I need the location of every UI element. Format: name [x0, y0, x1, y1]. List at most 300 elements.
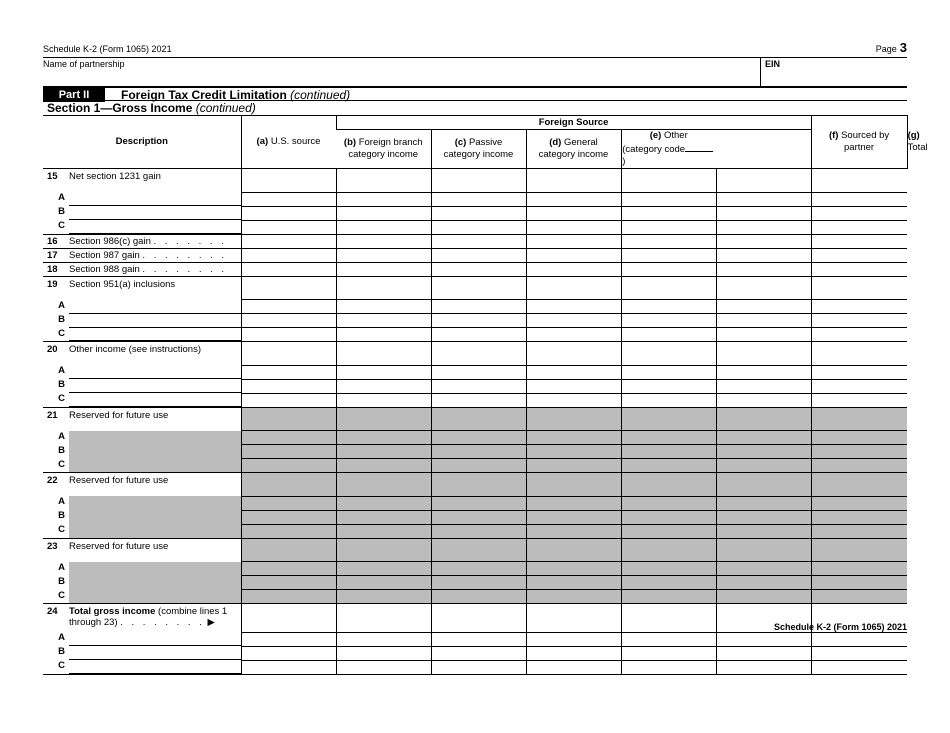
line-24-b-col-g[interactable] [811, 646, 907, 660]
line-24-b-col-f[interactable] [716, 646, 811, 660]
line-21-a-col-d [526, 431, 621, 445]
line-23-b-label [43, 576, 241, 590]
line-24-col-c[interactable] [431, 604, 526, 633]
line-23-b-col-b [336, 576, 431, 590]
line-15-col-d[interactable] [526, 169, 621, 193]
line-15-a-col-f[interactable] [716, 192, 811, 206]
line-21-c-col-b [336, 459, 431, 473]
line-21-c-col-g [811, 459, 907, 473]
line-text: Net section 1231 gain [69, 171, 161, 182]
line-21-a-col-e [621, 431, 716, 445]
line-20-a-col-e[interactable] [621, 365, 716, 379]
line-22-col-c [431, 473, 526, 497]
line-24-b-col-d[interactable] [526, 646, 621, 660]
line-23-col-d [526, 538, 621, 562]
line-16 [43, 234, 907, 248]
line-23-a-col-f [716, 562, 811, 576]
line-19-b-col-f[interactable] [716, 314, 811, 328]
line-20-c-col-f[interactable] [716, 393, 811, 407]
line-19-b-label [43, 314, 241, 328]
sub-letter: B [58, 510, 65, 521]
line-22-a-col-b [336, 496, 431, 510]
line-number: 24 [47, 606, 58, 617]
line-19-b-col-b[interactable] [336, 314, 431, 328]
form-reference: Schedule K-2 (Form 1065) 2021 [43, 44, 172, 54]
line-18-col-a[interactable] [241, 262, 336, 276]
line-15-c-col-c[interactable] [431, 220, 526, 234]
line-20-c-col-b[interactable] [336, 393, 431, 407]
line-19-a-col-f[interactable] [716, 300, 811, 314]
section-title [47, 101, 256, 115]
section-header [43, 100, 907, 115]
line-19-col-f[interactable] [716, 276, 811, 300]
line-17 [43, 248, 907, 262]
line-20-b-col-c[interactable] [431, 379, 526, 393]
line-21-a-col-f [716, 431, 811, 445]
line-15-col-g[interactable] [811, 169, 907, 193]
line-text-bold: Total gross income [69, 606, 156, 617]
col-description-header: Description [43, 116, 241, 169]
line-21-col-b [336, 407, 431, 431]
line-text: Section 987 gain [69, 249, 140, 261]
line-23-c-col-e [621, 590, 716, 604]
line-15-c-col-b[interactable] [336, 220, 431, 234]
line-21-a-col-c [431, 431, 526, 445]
line-23-a-label [43, 562, 241, 576]
line-21-c-col-f [716, 459, 811, 473]
line-20-a-col-b[interactable] [336, 365, 431, 379]
line-22-a [43, 496, 907, 510]
col-f-header: (f) Sourced by partner [811, 116, 907, 169]
line-21-label [43, 407, 241, 431]
line-16-col-a[interactable] [241, 234, 336, 248]
line-21 [43, 407, 907, 431]
line-15-b-col-g[interactable] [811, 206, 907, 220]
line-19-col-e[interactable] [621, 276, 716, 300]
line-22-c [43, 524, 907, 538]
line-22-a-label [43, 496, 241, 510]
sub-letter: A [58, 561, 65, 573]
line-24-b-col-e[interactable] [621, 646, 716, 660]
line-text-2: through 23) [69, 617, 118, 628]
line-20-b-col-f[interactable] [716, 379, 811, 393]
line-15-b-col-b[interactable] [336, 206, 431, 220]
line-15-a-col-b[interactable] [336, 192, 431, 206]
sub-letter: C [58, 220, 65, 231]
line-15-col-c[interactable] [431, 169, 526, 193]
line-19-b-col-e[interactable] [621, 314, 716, 328]
sub-letter: B [58, 379, 65, 390]
line-19-col-b[interactable] [336, 276, 431, 300]
line-number: 17 [47, 249, 58, 261]
line-19-c-label [43, 328, 241, 342]
line-19-a-label [43, 300, 241, 314]
line-24-a-col-a[interactable] [241, 632, 336, 646]
line-24-col-e[interactable] [621, 604, 716, 633]
line-15-b-label [43, 206, 241, 220]
sub-letter: B [58, 206, 65, 217]
line-22-b-description-field [69, 510, 241, 524]
line-21-b-col-a [241, 445, 336, 459]
page-label: Page [875, 44, 897, 54]
line-22-col-f [716, 473, 811, 497]
line-21-c [43, 459, 907, 473]
line-19-col-g[interactable] [811, 276, 907, 300]
line-16-col-g[interactable] [811, 234, 907, 248]
line-19-c-col-d[interactable] [526, 328, 621, 342]
line-15-col-f[interactable] [716, 169, 811, 193]
line-15-c [43, 220, 907, 234]
line-15-c-description-field[interactable] [69, 220, 241, 234]
line-21-col-e [621, 407, 716, 431]
line-21-b-col-f [716, 445, 811, 459]
line-23-col-b [336, 538, 431, 562]
line-19-a-col-g[interactable] [811, 300, 907, 314]
line-23-c-col-a [241, 590, 336, 604]
line-15-c-col-a[interactable] [241, 220, 336, 234]
line-24-b-description-field[interactable] [69, 646, 241, 660]
line-19-a-col-e[interactable] [621, 300, 716, 314]
line-17-col-a[interactable] [241, 248, 336, 262]
ein-label: EIN [765, 59, 781, 69]
line-20-c-col-a[interactable] [241, 393, 336, 407]
line-24-a-col-f[interactable] [716, 632, 811, 646]
line-20-a-description-field[interactable] [69, 365, 241, 379]
line-15-a-description-field[interactable] [69, 192, 241, 206]
line-23-col-e [621, 538, 716, 562]
line-18 [43, 262, 907, 276]
line-15-a-col-d[interactable] [526, 192, 621, 206]
line-19-a-col-d[interactable] [526, 300, 621, 314]
line-15-c-col-f[interactable] [716, 220, 811, 234]
leader-dots: . . . . . . . [153, 235, 227, 247]
line-16-col-e[interactable] [621, 234, 716, 248]
line-15-b-col-c[interactable] [431, 206, 526, 220]
line-22-a-description-field [69, 496, 241, 510]
line-20-b-col-d[interactable] [526, 379, 621, 393]
line-20-a-col-d[interactable] [526, 365, 621, 379]
line-15-b-col-d[interactable] [526, 206, 621, 220]
line-24-c-col-c[interactable] [431, 660, 526, 674]
line-22-b-col-g [811, 510, 907, 524]
line-24-col-d[interactable] [526, 604, 621, 633]
line-19-b-description-field[interactable] [69, 314, 241, 328]
line-21-b [43, 445, 907, 459]
line-19-b-col-d[interactable] [526, 314, 621, 328]
line-18-col-e[interactable] [621, 262, 716, 276]
line-number: 23 [47, 540, 58, 552]
line-15-col-e[interactable] [621, 169, 716, 193]
line-20-col-f[interactable] [716, 342, 811, 366]
line-15-a-col-c[interactable] [431, 192, 526, 206]
line-22-c-col-f [716, 524, 811, 538]
line-15-a [43, 192, 907, 206]
line-15-a-col-e[interactable] [621, 192, 716, 206]
line-19-col-d[interactable] [526, 276, 621, 300]
line-21-b-col-b [336, 445, 431, 459]
line-21-a-col-a [241, 431, 336, 445]
line-20-b-col-g[interactable] [811, 379, 907, 393]
line-21-c-col-e [621, 459, 716, 473]
line-22-c-label [43, 524, 241, 538]
line-20-col-g[interactable] [811, 342, 907, 366]
line-24-b [43, 646, 907, 660]
line-15-b-col-e[interactable] [621, 206, 716, 220]
line-20-a [43, 365, 907, 379]
line-number: 22 [47, 475, 58, 486]
line-23-b [43, 576, 907, 590]
line-19-c-col-g[interactable] [811, 328, 907, 342]
line-19-c-col-b[interactable] [336, 328, 431, 342]
line-20-b [43, 379, 907, 393]
line-20-col-e[interactable] [621, 342, 716, 366]
line-20-c-col-d[interactable] [526, 393, 621, 407]
line-20-b-label [43, 379, 241, 393]
line-20-c-col-e[interactable] [621, 393, 716, 407]
line-21-b-description-field [69, 445, 241, 459]
line-22-c-description-field [69, 524, 241, 538]
line-20-label [43, 342, 241, 366]
line-23-c-col-g [811, 590, 907, 604]
line-22-b-col-e [621, 510, 716, 524]
line-20-c-col-c[interactable] [431, 393, 526, 407]
line-23-a-col-d [526, 562, 621, 576]
line-22-b-col-c [431, 510, 526, 524]
line-24-c [43, 660, 907, 674]
line-text: (combine lines 1 [158, 606, 228, 617]
line-23-a-col-g [811, 562, 907, 576]
line-21-b-label [43, 445, 241, 459]
line-24-c-col-f[interactable] [716, 660, 811, 674]
page-number-label [876, 40, 907, 55]
line-24-c-col-b[interactable] [336, 660, 431, 674]
line-23-a-description-field [69, 562, 241, 576]
line-15-c-col-d[interactable] [526, 220, 621, 234]
line-20-a-col-f[interactable] [716, 365, 811, 379]
line-20-col-d[interactable] [526, 342, 621, 366]
line-23-c-col-b [336, 590, 431, 604]
line-21-c-label [43, 459, 241, 473]
line-19-col-a[interactable] [241, 276, 336, 300]
line-22-c-col-d [526, 524, 621, 538]
line-21-b-col-d [526, 445, 621, 459]
line-23-a [43, 562, 907, 576]
section-title-main: Section 1—Gross Income [47, 101, 193, 115]
line-18-col-b[interactable] [336, 262, 431, 276]
line-20-col-a[interactable] [241, 342, 336, 366]
line-17-col-b[interactable] [336, 248, 431, 262]
line-15-col-b[interactable] [336, 169, 431, 193]
line-19-c-description-field[interactable] [69, 328, 241, 342]
line-22-col-b [336, 473, 431, 497]
line-16-col-b[interactable] [336, 234, 431, 248]
line-21-c-col-a [241, 459, 336, 473]
line-20-a-col-a[interactable] [241, 365, 336, 379]
line-23-c-col-f [716, 590, 811, 604]
line-19-c-col-f[interactable] [716, 328, 811, 342]
line-23-col-f [716, 538, 811, 562]
foreign-source-header: Foreign Source [336, 116, 811, 130]
line-15-col-a[interactable] [241, 169, 336, 193]
partnership-name-label: Name of partnership [43, 59, 125, 69]
line-22 [43, 473, 907, 497]
leader-dots: . . . . . . . . [142, 249, 228, 261]
line-23-a-col-e [621, 562, 716, 576]
line-19-a-col-b[interactable] [336, 300, 431, 314]
line-15-b-col-a[interactable] [241, 206, 336, 220]
line-23-a-col-a [241, 562, 336, 576]
line-24-c-description-field[interactable] [69, 660, 241, 674]
line-20-b-description-field[interactable] [69, 379, 241, 393]
arrow-icon: ▶ [207, 617, 215, 628]
line-18-col-d[interactable] [526, 262, 621, 276]
line-19-b-col-g[interactable] [811, 314, 907, 328]
line-22-a-col-e [621, 496, 716, 510]
line-18-col-g[interactable] [811, 262, 907, 276]
line-18-col-c[interactable] [431, 262, 526, 276]
line-15-b-col-f[interactable] [716, 206, 811, 220]
part-tag: Part II [43, 88, 105, 102]
line-22-a-col-c [431, 496, 526, 510]
sub-letter: A [58, 430, 65, 442]
line-17-label [43, 248, 241, 262]
line-19-a-description-field[interactable] [69, 300, 241, 314]
line-19-a-col-c[interactable] [431, 300, 526, 314]
line-15-a-col-a[interactable] [241, 192, 336, 206]
line-24-a-col-e[interactable] [621, 632, 716, 646]
line-23-b-col-c [431, 576, 526, 590]
line-22-b-col-b [336, 510, 431, 524]
line-21-c-col-d [526, 459, 621, 473]
line-24-b-col-c[interactable] [431, 646, 526, 660]
line-22-a-col-d [526, 496, 621, 510]
line-19-a-col-a[interactable] [241, 300, 336, 314]
line-24-c-col-e[interactable] [621, 660, 716, 674]
sub-letter: A [58, 365, 65, 376]
line-20-a-col-g[interactable] [811, 365, 907, 379]
line-23-b-col-e [621, 576, 716, 590]
sub-letter: C [58, 524, 65, 535]
line-24-a-col-b[interactable] [336, 632, 431, 646]
line-16-col-c[interactable] [431, 234, 526, 248]
line-24-c-col-d[interactable] [526, 660, 621, 674]
line-19 [43, 276, 907, 300]
line-22-b-col-d [526, 510, 621, 524]
col-d-header: (d) General category income [526, 130, 621, 169]
line-20-col-c[interactable] [431, 342, 526, 366]
line-19-col-c[interactable] [431, 276, 526, 300]
line-23-c-col-c [431, 590, 526, 604]
line-24-c-col-a[interactable] [241, 660, 336, 674]
line-23-c-col-d [526, 590, 621, 604]
line-24-b-col-b[interactable] [336, 646, 431, 660]
line-20-a-col-c[interactable] [431, 365, 526, 379]
line-22-label [43, 473, 241, 497]
line-21-b-col-g [811, 445, 907, 459]
line-21-b-col-e [621, 445, 716, 459]
line-20-b-col-e[interactable] [621, 379, 716, 393]
line-24-label [43, 604, 241, 633]
line-text: Other income (see instructions) [69, 344, 201, 355]
line-24-a-col-d[interactable] [526, 632, 621, 646]
line-21-col-d [526, 407, 621, 431]
line-21-a-col-g [811, 431, 907, 445]
line-21-col-a [241, 407, 336, 431]
line-22-col-e [621, 473, 716, 497]
line-15-c-col-g[interactable] [811, 220, 907, 234]
line-24-c-col-g[interactable] [811, 660, 907, 674]
line-20 [43, 342, 907, 366]
line-17-col-e[interactable] [621, 248, 716, 262]
line-number: 20 [47, 344, 58, 355]
line-20-col-b[interactable] [336, 342, 431, 366]
line-20-c-description-field[interactable] [69, 393, 241, 407]
line-21-c-description-field [69, 459, 241, 473]
sub-letter: B [58, 575, 65, 587]
line-22-c-col-g [811, 524, 907, 538]
line-20-b-col-a[interactable] [241, 379, 336, 393]
line-17-col-d[interactable] [526, 248, 621, 262]
line-24-c-label [43, 660, 241, 674]
line-17-col-f[interactable] [716, 248, 811, 262]
line-22-col-g [811, 473, 907, 497]
line-22-c-col-c [431, 524, 526, 538]
line-24-a-label [43, 632, 241, 646]
line-19-c-col-e[interactable] [621, 328, 716, 342]
line-21-a [43, 431, 907, 445]
line-19-b-col-c[interactable] [431, 314, 526, 328]
line-24-col-b[interactable] [336, 604, 431, 633]
leader-dots: . . . . . . . . [142, 263, 228, 275]
line-23-col-a [241, 538, 336, 562]
line-21-c-col-c [431, 459, 526, 473]
line-22-c-col-e [621, 524, 716, 538]
line-24-a-description-field[interactable] [69, 632, 241, 646]
line-23-b-col-a [241, 576, 336, 590]
line-20-c-col-g[interactable] [811, 393, 907, 407]
line-17-col-c[interactable] [431, 248, 526, 262]
line-23-label [43, 538, 241, 562]
ein-field[interactable] [760, 58, 908, 86]
line-24-b-col-a[interactable] [241, 646, 336, 660]
line-24-a-col-g[interactable] [811, 632, 907, 646]
line-15-label [43, 169, 241, 193]
line-16-col-f[interactable] [716, 234, 811, 248]
line-15-c-col-e[interactable] [621, 220, 716, 234]
line-17-col-g[interactable] [811, 248, 907, 262]
line-number: 21 [47, 409, 58, 421]
line-24-col-a[interactable] [241, 604, 336, 633]
line-24-a [43, 632, 907, 646]
line-19-b-col-a[interactable] [241, 314, 336, 328]
line-15-a-col-g[interactable] [811, 192, 907, 206]
line-19-c-col-c[interactable] [431, 328, 526, 342]
line-number: 15 [47, 171, 58, 182]
line-20-b-col-b[interactable] [336, 379, 431, 393]
sub-letter: A [58, 192, 65, 203]
line-15-b-description-field[interactable] [69, 206, 241, 220]
line-15 [43, 169, 907, 193]
line-19-c-col-a[interactable] [241, 328, 336, 342]
line-23-c [43, 590, 907, 604]
line-text: Reserved for future use [69, 475, 169, 486]
line-16-col-d[interactable] [526, 234, 621, 248]
line-20-c-label [43, 393, 241, 407]
line-23-b-col-d [526, 576, 621, 590]
line-18-col-f[interactable] [716, 262, 811, 276]
line-number: 16 [47, 235, 58, 247]
line-24-a-col-c[interactable] [431, 632, 526, 646]
